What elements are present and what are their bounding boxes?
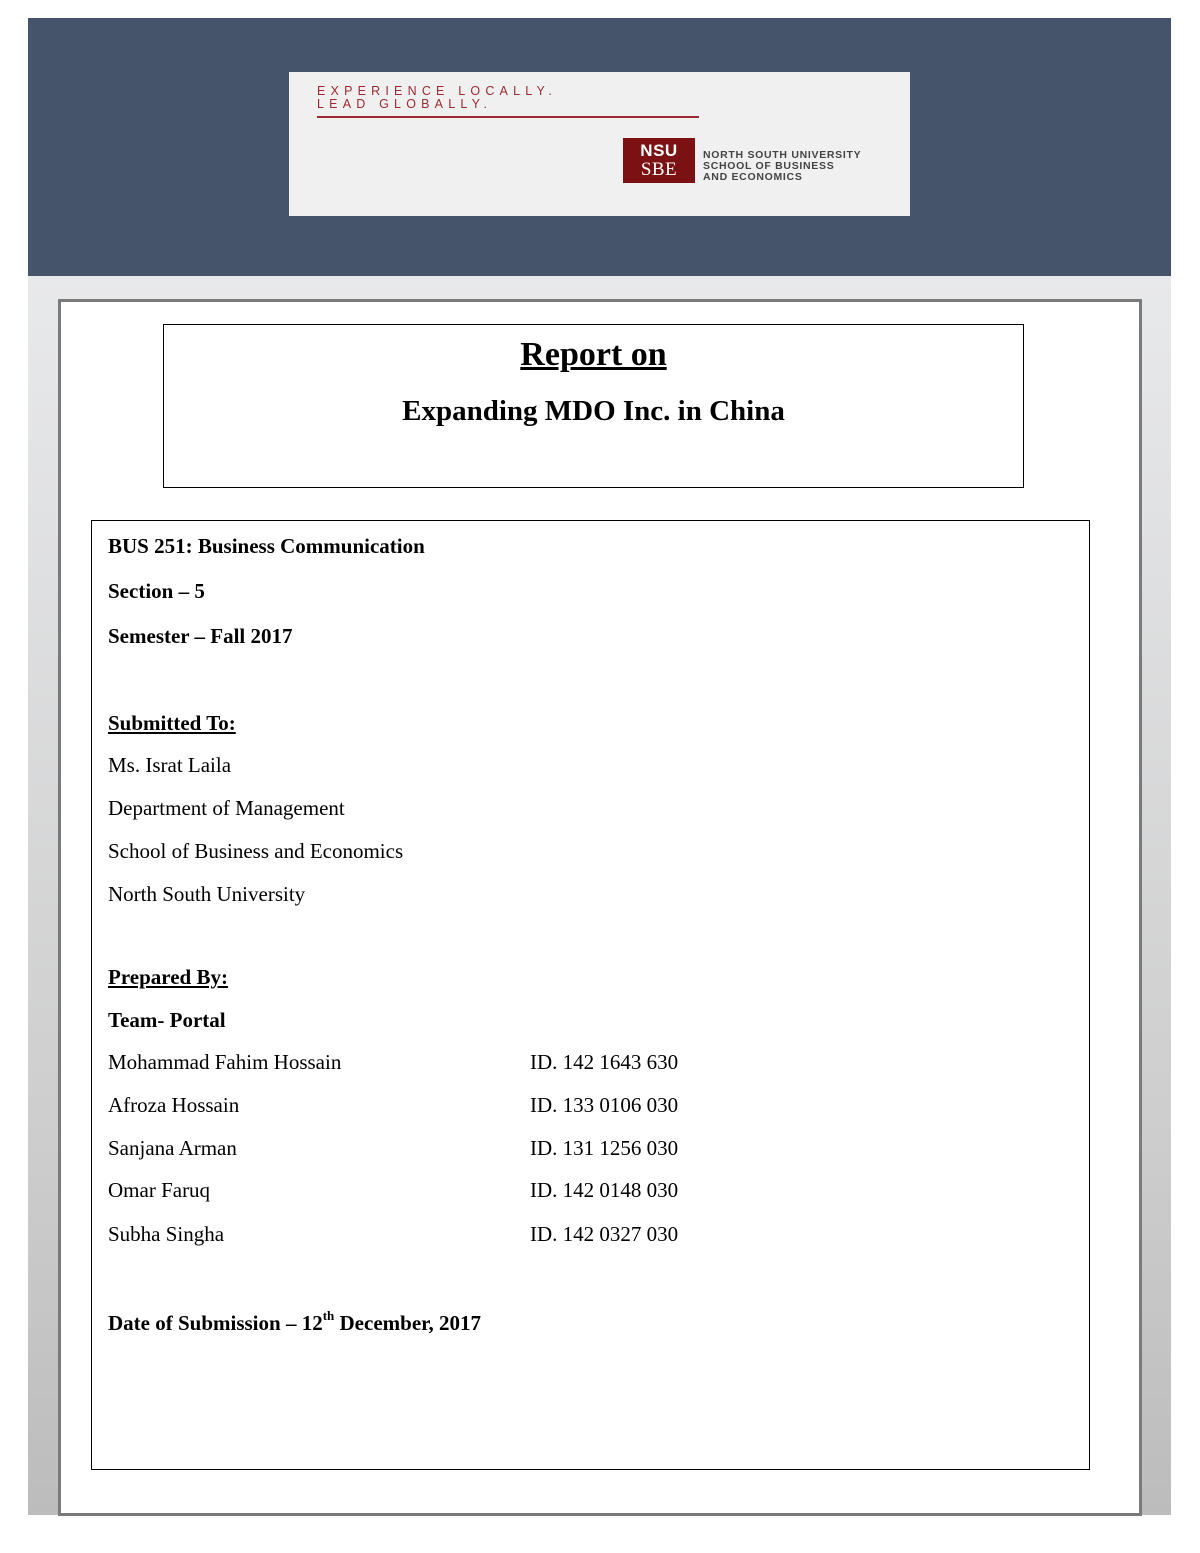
- team-name: Team- Portal: [108, 1008, 226, 1032]
- tagline: [317, 85, 557, 111]
- logo-mark-bottom: SBE: [640, 159, 678, 180]
- member-name: Sanjana Arman: [108, 1136, 237, 1160]
- member-id: ID. 133 0106 030: [530, 1093, 679, 1117]
- member-name: Subha Singha: [108, 1222, 225, 1246]
- member-name: Mohammad Fahim Hossain: [108, 1050, 342, 1074]
- instructor-department: Department of Management: [108, 796, 345, 820]
- instructor-name: Ms. Israt Laila: [108, 753, 232, 777]
- submission-date-ordinal: th: [322, 1308, 335, 1323]
- member-id: ID. 131 1256 030: [530, 1136, 679, 1160]
- submitted-to-heading: Submitted To:: [108, 711, 236, 735]
- report-heading: Report on: [520, 336, 667, 373]
- course-section: Section – 5: [108, 579, 205, 603]
- tagline-line-2: LEAD GLOBALLY.: [317, 97, 493, 111]
- instructor-school: School of Business and Economics: [108, 839, 404, 863]
- cover-details-box: [91, 520, 1090, 1470]
- tagline-divider: [317, 116, 699, 118]
- nsu-sbe-logo-mark: [623, 138, 695, 183]
- member-name: Omar Faruq: [108, 1178, 211, 1202]
- submission-date-suffix: December, 2017: [334, 1311, 482, 1335]
- university-name: [703, 150, 861, 183]
- instructor-university: North South University: [108, 882, 306, 906]
- submission-date-prefix: Date of Submission – 12: [108, 1311, 323, 1335]
- member-id: ID. 142 0148 030: [530, 1178, 679, 1202]
- report-title: Expanding MDO Inc. in China: [402, 395, 785, 427]
- title-box: [163, 324, 1024, 488]
- member-id: ID. 142 0327 030: [530, 1222, 679, 1246]
- logo-mark-top: NSU: [640, 141, 678, 160]
- course-code: BUS 251: Business Communication: [108, 534, 425, 558]
- member-id: ID. 142 1643 630: [530, 1050, 679, 1074]
- school-logo: [289, 72, 910, 216]
- prepared-by-heading: Prepared By:: [108, 965, 228, 989]
- university-line-1: NORTH SOUTH UNIVERSITY: [703, 149, 862, 161]
- course-semester: Semester – Fall 2017: [108, 624, 293, 648]
- university-line-2: SCHOOL OF BUSINESS: [703, 160, 835, 172]
- university-line-3: AND ECONOMICS: [703, 171, 803, 183]
- member-name: Afroza Hossain: [108, 1093, 240, 1117]
- submission-date: [108, 1310, 481, 1336]
- tagline-line-1: EXPERIENCE LOCALLY.: [317, 84, 558, 98]
